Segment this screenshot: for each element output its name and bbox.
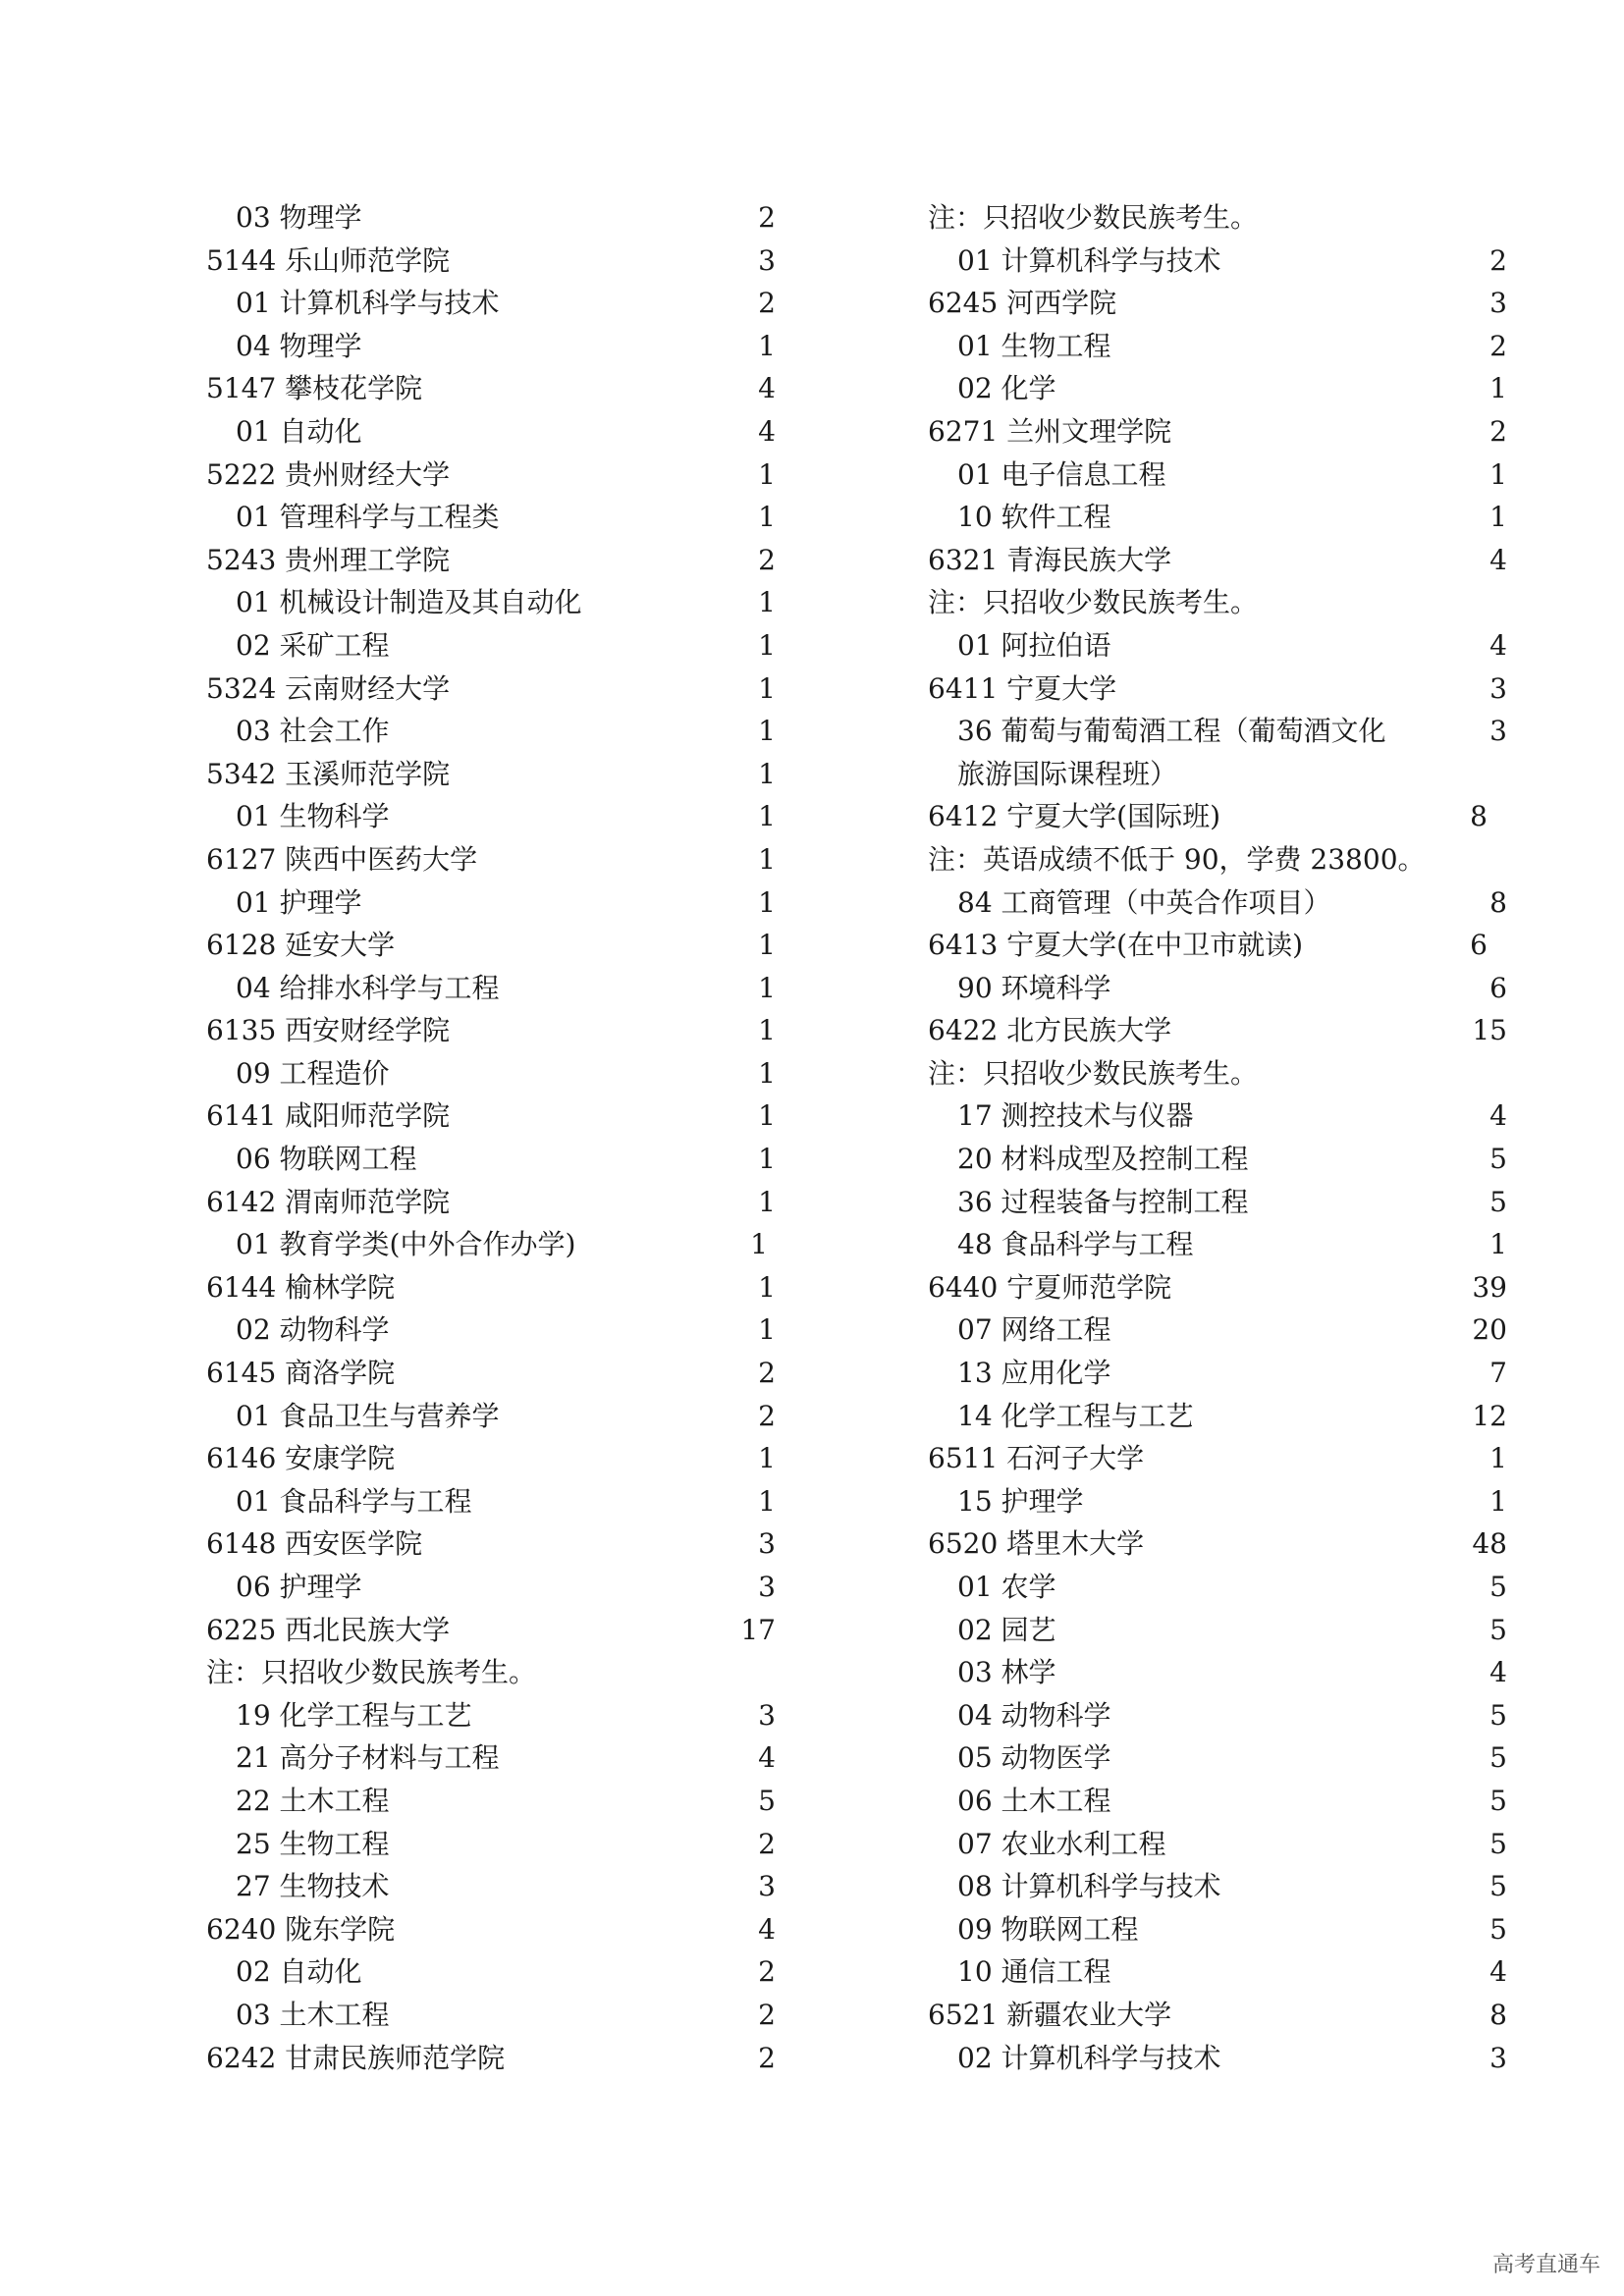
major-row — [928, 1566, 1507, 1609]
note-text: 注：只招收少数民族考生。 — [206, 1656, 537, 1689]
quota-number: 5 — [758, 1784, 776, 1817]
major-name: 48 食品科学与工程 — [957, 1228, 1194, 1261]
school-name: 6412 宁夏大学(国际班) — [928, 800, 1221, 833]
school-row — [206, 240, 776, 283]
school-name: 6271 兰州文理学院 — [928, 414, 1172, 448]
quota-number: 15 — [1472, 1014, 1507, 1047]
quota-number: 5 — [1489, 1912, 1507, 1946]
quota-number: 4 — [758, 1741, 776, 1775]
school-name: 5222 贵州财经大学 — [206, 457, 451, 491]
major-name: 10 通信工程 — [957, 1955, 1111, 1989]
quota-number: 2 — [758, 1357, 776, 1390]
school-name: 6411 宁夏大学 — [928, 671, 1117, 705]
quota-number: 2 — [758, 1399, 776, 1432]
quota-number: 2 — [758, 201, 776, 234]
quota-number: 1 — [758, 885, 776, 919]
major-name: 09 工程造价 — [236, 1056, 390, 1090]
quota-number: 5 — [1489, 1698, 1507, 1732]
quota-number: 1 — [758, 1185, 776, 1218]
major-name: 01 食品科学与工程 — [236, 1484, 472, 1518]
school-name: 6144 榆林学院 — [206, 1270, 396, 1304]
quota-number: 1 — [758, 1099, 776, 1133]
quota-number: 3 — [1489, 671, 1507, 705]
quota-number: 1 — [758, 929, 776, 962]
quota-number: 5 — [1489, 1613, 1507, 1646]
school-row — [928, 539, 1507, 582]
school-name: 6321 青海民族大学 — [928, 543, 1172, 576]
quota-number: 1 — [1489, 1228, 1507, 1261]
quota-number: 12 — [1472, 1399, 1507, 1432]
major-name: 17 测控技术与仪器 — [957, 1099, 1194, 1133]
major-row — [928, 2037, 1507, 2080]
school-name: 6413 宁夏大学(在中卫市就读) — [928, 929, 1304, 962]
quota-number: 4 — [1489, 1099, 1507, 1133]
quota-number: 1 — [758, 800, 776, 833]
left-column — [206, 196, 776, 2079]
major-name: 04 动物科学 — [957, 1698, 1111, 1732]
school-name: 6145 商洛学院 — [206, 1357, 396, 1390]
quota-number: 1 — [758, 1313, 776, 1347]
major-row — [928, 240, 1507, 283]
school-row — [928, 1266, 1507, 1309]
quota-number: 2 — [758, 287, 776, 320]
major-row — [928, 1694, 1507, 1737]
major-row — [928, 1308, 1507, 1352]
quota-number: 5 — [1489, 1143, 1507, 1176]
major-name: 05 动物医学 — [957, 1741, 1111, 1775]
school-row — [206, 1437, 776, 1480]
major-row — [206, 710, 776, 753]
school-row — [206, 1908, 776, 1951]
school-row — [206, 1095, 776, 1138]
major-name: 旅游国际课程班） — [957, 757, 1178, 790]
major-name: 03 土木工程 — [236, 1998, 390, 2031]
school-row — [928, 1994, 1507, 2037]
school-name: 5147 攀枝花学院 — [206, 372, 423, 405]
major-row — [928, 1780, 1507, 1823]
major-name: 01 阿拉伯语 — [957, 628, 1111, 662]
quota-number: 1 — [758, 1056, 776, 1090]
major-name: 04 给排水科学与工程 — [236, 971, 500, 1004]
major-name: 07 网络工程 — [957, 1313, 1111, 1347]
major-row — [928, 1223, 1507, 1266]
major-name: 01 管理科学与工程类 — [236, 501, 500, 534]
major-name: 01 食品卫生与营养学 — [236, 1399, 500, 1432]
major-name: 02 动物科学 — [236, 1313, 390, 1347]
school-row — [206, 1266, 776, 1309]
school-row — [206, 838, 776, 881]
quota-number: 6 — [1470, 929, 1488, 962]
major-row — [206, 1994, 776, 2037]
major-row — [928, 710, 1507, 753]
major-row — [206, 1950, 776, 1994]
major-name: 04 物理学 — [236, 329, 362, 362]
quota-number: 2 — [758, 1955, 776, 1989]
footer-watermark: 高考直通车 — [1491, 2253, 1600, 2277]
quota-number: 4 — [758, 1912, 776, 1946]
quota-number: 48 — [1472, 1527, 1507, 1561]
quota-number: 3 — [758, 1527, 776, 1561]
major-name: 06 土木工程 — [957, 1784, 1111, 1817]
major-name: 90 环境科学 — [957, 971, 1111, 1004]
school-row — [928, 795, 1507, 838]
major-row — [928, 624, 1507, 667]
major-row — [206, 1308, 776, 1352]
major-name: 06 物联网工程 — [236, 1143, 417, 1176]
quota-number: 3 — [1489, 2041, 1507, 2074]
quota-number: 7 — [1489, 1357, 1507, 1390]
major-row — [928, 1480, 1507, 1523]
major-name: 25 生物工程 — [236, 1827, 390, 1860]
quota-number: 1 — [758, 1270, 776, 1304]
major-name: 02 自动化 — [236, 1955, 362, 1989]
quota-number: 5 — [1489, 1571, 1507, 1603]
major-name: 03 社会工作 — [236, 715, 390, 748]
quota-number: 2 — [1489, 329, 1507, 362]
major-row — [928, 367, 1507, 410]
major-row — [206, 1395, 776, 1438]
quota-number: 3 — [758, 1571, 776, 1603]
quota-number: 1 — [1489, 1442, 1507, 1475]
major-name: 20 材料成型及控制工程 — [957, 1143, 1249, 1176]
quota-number: 4 — [1489, 628, 1507, 662]
major-name: 01 计算机科学与技术 — [236, 287, 500, 320]
major-row — [928, 1095, 1507, 1138]
school-name: 6135 西安财经学院 — [206, 1014, 451, 1047]
school-row — [206, 2037, 776, 2080]
major-row — [928, 1950, 1507, 1994]
major-name: 02 园艺 — [957, 1613, 1056, 1646]
quota-number: 4 — [1489, 543, 1507, 576]
major-name: 09 物联网工程 — [957, 1912, 1139, 1946]
quota-number: 39 — [1472, 1270, 1507, 1304]
school-name: 6225 西北民族大学 — [206, 1613, 451, 1646]
right-column — [928, 196, 1507, 2079]
quota-number: 1 — [758, 329, 776, 362]
major-name: 03 林学 — [957, 1656, 1056, 1689]
quota-number: 1 — [758, 457, 776, 491]
major-row — [928, 1181, 1507, 1224]
major-row — [206, 624, 776, 667]
quota-number: 5 — [1489, 1827, 1507, 1860]
school-row — [206, 454, 776, 497]
note-text: 注：只招收少数民族考生。 — [928, 201, 1259, 234]
major-name: 19 化学工程与工艺 — [236, 1698, 472, 1732]
major-row — [928, 1352, 1507, 1395]
major-row — [928, 454, 1507, 497]
school-name: 6240 陇东学院 — [206, 1912, 396, 1946]
major-name: 01 生物工程 — [957, 329, 1111, 362]
major-row — [206, 881, 776, 925]
quota-number: 1 — [758, 1484, 776, 1518]
major-name: 03 物理学 — [236, 201, 362, 234]
quota-number: 1 — [758, 842, 776, 876]
quota-number: 1 — [758, 1442, 776, 1475]
quota-number: 5 — [1489, 1784, 1507, 1817]
school-name: 5144 乐山师范学院 — [206, 243, 451, 277]
school-row — [928, 667, 1507, 711]
major-row — [206, 196, 776, 240]
quota-number: 3 — [758, 1698, 776, 1732]
major-name: 10 软件工程 — [957, 501, 1111, 534]
school-row — [928, 410, 1507, 454]
major-row — [206, 1694, 776, 1737]
major-row — [206, 325, 776, 368]
quota-number: 1 — [750, 1228, 768, 1261]
major-name: 27 生物技术 — [236, 1870, 390, 1903]
quota-number: 4 — [758, 372, 776, 405]
major-row — [206, 410, 776, 454]
note-row — [928, 838, 1507, 881]
major-row — [928, 1138, 1507, 1181]
school-name: 5324 云南财经大学 — [206, 671, 451, 705]
quota-number: 3 — [758, 1870, 776, 1903]
school-name: 5243 贵州理工学院 — [206, 543, 451, 576]
major-row — [928, 967, 1507, 1010]
quota-number: 2 — [758, 2041, 776, 2074]
school-name: 6242 甘肃民族师范学院 — [206, 2041, 506, 2074]
school-row — [206, 539, 776, 582]
major-name: 84 工商管理（中英合作项目） — [957, 885, 1331, 919]
major-name: 01 自动化 — [236, 414, 362, 448]
major-row — [206, 1823, 776, 1866]
major-name: 02 计算机科学与技术 — [957, 2041, 1221, 2074]
major-row — [928, 496, 1507, 539]
major-row — [928, 1651, 1507, 1694]
major-name: 01 农学 — [957, 1571, 1056, 1603]
school-row — [206, 1352, 776, 1395]
major-row — [206, 496, 776, 539]
quota-number: 1 — [1489, 372, 1507, 405]
school-row — [206, 1609, 776, 1652]
major-name: 01 电子信息工程 — [957, 457, 1166, 491]
quota-number: 4 — [758, 414, 776, 448]
major-row — [928, 1736, 1507, 1780]
school-name: 6521 新疆农业大学 — [928, 1998, 1172, 2031]
major-row — [206, 1223, 776, 1266]
major-name: 36 葡萄与葡萄酒工程（葡萄酒文化 — [957, 715, 1386, 748]
quota-number: 5 — [1489, 1870, 1507, 1903]
quota-number: 1 — [1489, 1484, 1507, 1518]
school-row — [206, 667, 776, 711]
major-row — [928, 325, 1507, 368]
major-name: 01 计算机科学与技术 — [957, 243, 1221, 277]
quota-number: 5 — [1489, 1741, 1507, 1775]
major-row — [206, 967, 776, 1010]
quota-number: 3 — [1489, 715, 1507, 748]
quota-number: 1 — [758, 1014, 776, 1047]
note-row — [206, 1651, 776, 1694]
major-name: 08 计算机科学与技术 — [957, 1870, 1221, 1903]
major-name: 01 教育学类(中外合作办学) — [236, 1228, 576, 1261]
major-row — [206, 581, 776, 624]
note-row — [928, 1052, 1507, 1095]
note-text: 注：只招收少数民族考生。 — [928, 586, 1259, 619]
quota-number: 2 — [1489, 243, 1507, 277]
quota-number: 8 — [1489, 885, 1507, 919]
quota-number: 1 — [758, 586, 776, 619]
quota-number: 2 — [758, 1998, 776, 2031]
quota-number: 4 — [1489, 1955, 1507, 1989]
major-name: 07 农业水利工程 — [957, 1827, 1166, 1860]
quota-number: 5 — [1489, 1185, 1507, 1218]
note-row — [928, 581, 1507, 624]
major-name: 21 高分子材料与工程 — [236, 1741, 500, 1775]
major-row — [928, 1823, 1507, 1866]
school-name: 6440 宁夏师范学院 — [928, 1270, 1172, 1304]
continuation-row — [928, 753, 1507, 796]
school-row — [928, 1522, 1507, 1566]
school-row — [928, 1009, 1507, 1052]
major-name: 13 应用化学 — [957, 1357, 1111, 1390]
school-row — [928, 924, 1507, 967]
note-row — [928, 196, 1507, 240]
major-name: 06 护理学 — [236, 1571, 362, 1603]
major-row — [206, 795, 776, 838]
quota-number: 4 — [1489, 1656, 1507, 1689]
school-name: 5342 玉溪师范学院 — [206, 757, 451, 790]
major-row — [206, 1052, 776, 1095]
major-name: 36 过程装备与控制工程 — [957, 1185, 1249, 1218]
major-name: 22 土木工程 — [236, 1784, 390, 1817]
major-row — [206, 282, 776, 325]
quota-number: 1 — [758, 715, 776, 748]
quota-number: 1 — [758, 501, 776, 534]
school-name: 6520 塔里木大学 — [928, 1527, 1145, 1561]
school-name: 6511 石河子大学 — [928, 1442, 1145, 1475]
school-name: 6245 河西学院 — [928, 287, 1117, 320]
major-name: 01 护理学 — [236, 885, 362, 919]
school-row — [206, 1522, 776, 1566]
major-name: 02 化学 — [957, 372, 1056, 405]
major-row — [206, 1138, 776, 1181]
school-name: 6141 咸阳师范学院 — [206, 1099, 451, 1133]
quota-number: 2 — [1489, 414, 1507, 448]
quota-number: 1 — [758, 671, 776, 705]
quota-number: 3 — [1489, 287, 1507, 320]
school-row — [206, 924, 776, 967]
major-name: 15 护理学 — [957, 1484, 1084, 1518]
major-row — [928, 881, 1507, 925]
major-row — [206, 1566, 776, 1609]
quota-number: 2 — [758, 1827, 776, 1860]
quota-number: 3 — [758, 243, 776, 277]
major-row — [206, 1780, 776, 1823]
quota-number: 1 — [1489, 457, 1507, 491]
quota-number: 1 — [758, 757, 776, 790]
school-row — [206, 753, 776, 796]
quota-number: 1 — [758, 971, 776, 1004]
major-row — [928, 1395, 1507, 1438]
quota-number: 17 — [740, 1613, 776, 1646]
school-name: 6148 西安医学院 — [206, 1527, 423, 1561]
major-name: 14 化学工程与工艺 — [957, 1399, 1194, 1432]
school-row — [206, 1009, 776, 1052]
major-name: 01 机械设计制造及其自动化 — [236, 586, 582, 619]
quota-number: 20 — [1472, 1313, 1507, 1347]
major-row — [206, 1480, 776, 1523]
school-row — [206, 1181, 776, 1224]
school-name: 6146 安康学院 — [206, 1442, 396, 1475]
major-name: 02 采矿工程 — [236, 628, 390, 662]
major-row — [206, 1736, 776, 1780]
school-name: 6127 陕西中医药大学 — [206, 842, 478, 876]
quota-number: 1 — [1489, 501, 1507, 534]
quota-number: 1 — [758, 1143, 776, 1176]
school-name: 6422 北方民族大学 — [928, 1014, 1172, 1047]
major-row — [928, 1609, 1507, 1652]
major-row — [206, 1865, 776, 1908]
quota-number: 1 — [758, 628, 776, 662]
note-text: 注：英语成绩不低于 90，学费 23800。 — [928, 842, 1426, 876]
school-row — [928, 282, 1507, 325]
major-name: 01 生物科学 — [236, 800, 390, 833]
quota-number: 6 — [1489, 971, 1507, 1004]
note-text: 注：只招收少数民族考生。 — [928, 1056, 1259, 1090]
school-row — [928, 1437, 1507, 1480]
school-name: 6128 延安大学 — [206, 929, 396, 962]
major-row — [928, 1865, 1507, 1908]
quota-number: 2 — [758, 543, 776, 576]
major-row — [928, 1908, 1507, 1951]
quota-number: 8 — [1470, 800, 1488, 833]
school-name: 6142 渭南师范学院 — [206, 1185, 451, 1218]
quota-number: 8 — [1489, 1998, 1507, 2031]
school-row — [206, 367, 776, 410]
